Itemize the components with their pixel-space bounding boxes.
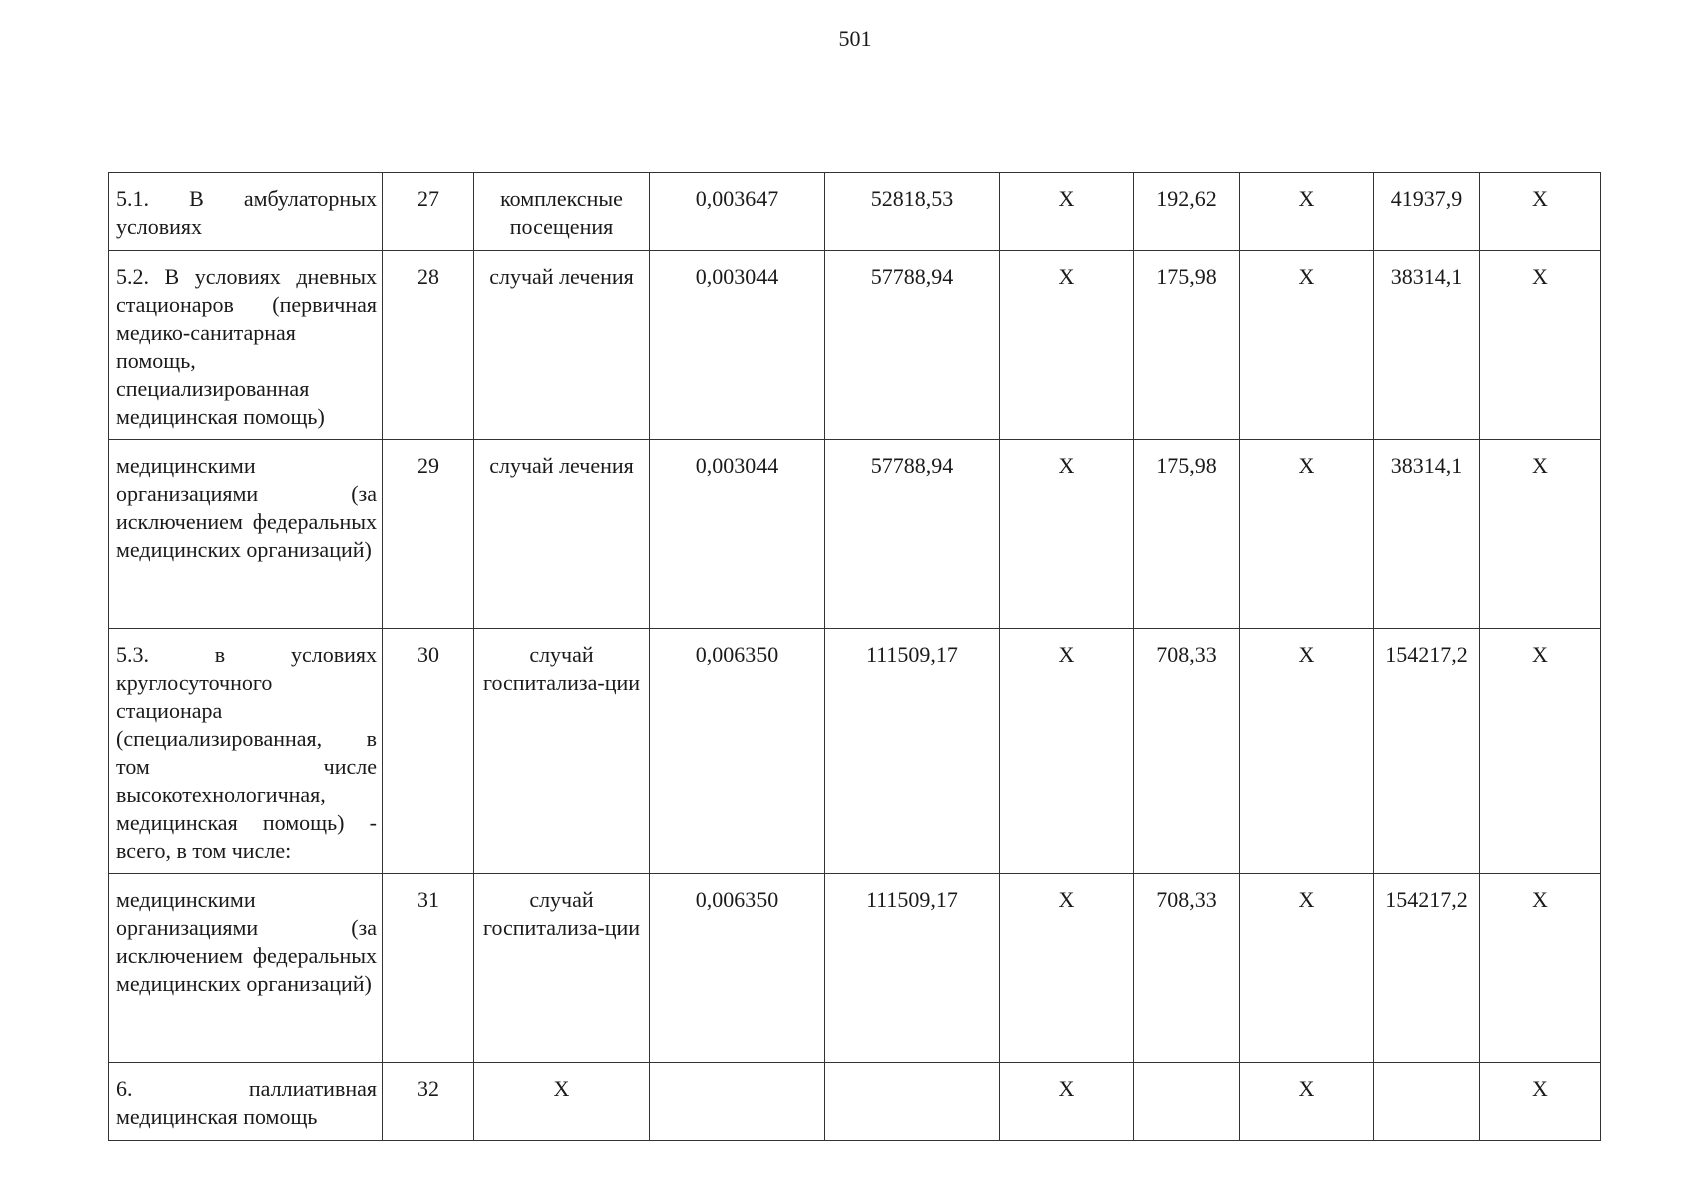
row-number: 28	[383, 251, 474, 440]
row-value-9: 38314,1	[1374, 251, 1480, 440]
row-value-6: X	[1000, 173, 1134, 251]
row-number: 30	[383, 629, 474, 874]
row-value-5: 52818,53	[825, 173, 1000, 251]
row-value-7: 708,33	[1134, 629, 1240, 874]
row-number: 27	[383, 173, 474, 251]
row-value-10: X	[1480, 629, 1601, 874]
row-value-10: X	[1480, 251, 1601, 440]
data-table	[108, 172, 1601, 1141]
table-row	[109, 1063, 1601, 1141]
table-row	[109, 173, 1601, 251]
row-name-cell	[109, 874, 383, 1063]
row-name-cell	[109, 1063, 383, 1141]
row-value-4: 0,003044	[650, 440, 825, 629]
row-value-9	[1374, 1063, 1480, 1141]
row-value-4	[650, 1063, 825, 1141]
row-value-8: X	[1240, 251, 1374, 440]
row-value-9: 154217,2	[1374, 874, 1480, 1063]
row-unit: случай госпитализа-ции	[474, 629, 650, 874]
row-number: 31	[383, 874, 474, 1063]
row-value-10: X	[1480, 874, 1601, 1063]
row-unit: случай госпитализа-ции	[474, 874, 650, 1063]
row-value-4: 0,003647	[650, 173, 825, 251]
row-value-6: X	[1000, 629, 1134, 874]
row-value-8: X	[1240, 1063, 1374, 1141]
row-value-8: X	[1240, 440, 1374, 629]
row-value-4: 0,006350	[650, 874, 825, 1063]
row-unit: X	[474, 1063, 650, 1141]
table-row	[109, 251, 1601, 440]
row-value-5: 57788,94	[825, 440, 1000, 629]
row-value-6: X	[1000, 1063, 1134, 1141]
row-value-10: X	[1480, 440, 1601, 629]
row-name: 5.1. В амбулаторных условиях	[116, 186, 377, 239]
row-value-7: 175,98	[1134, 440, 1240, 629]
row-name-cell	[109, 173, 383, 251]
row-value-8: X	[1240, 874, 1374, 1063]
row-value-10: X	[1480, 1063, 1601, 1141]
row-value-8: X	[1240, 629, 1374, 874]
row-value-6: X	[1000, 874, 1134, 1063]
row-value-4: 0,003044	[650, 251, 825, 440]
table-row	[109, 874, 1601, 1063]
table-row	[109, 440, 1601, 629]
row-name: 5.3. в условиях круглосуточного стационара (специализированная, в том числе высокотехнологичная, медицинская помощь) - всего, в том числе:	[116, 642, 377, 863]
row-value-5	[825, 1063, 1000, 1141]
row-value-5: 57788,94	[825, 251, 1000, 440]
row-unit: комплексные посещения	[474, 173, 650, 251]
row-name-cell	[109, 629, 383, 874]
row-value-7: 175,98	[1134, 251, 1240, 440]
row-unit: случай лечения	[474, 440, 650, 629]
row-value-6: X	[1000, 440, 1134, 629]
page-number: 501	[838, 26, 872, 51]
row-value-9: 154217,2	[1374, 629, 1480, 874]
row-value-7: 192,62	[1134, 173, 1240, 251]
row-name-cell	[109, 251, 383, 440]
row-number: 32	[383, 1063, 474, 1141]
row-name: 5.2. В условиях дневных стационаров (первичная медико-санитарная помощь, специализированная медицинская помощь)	[116, 264, 377, 429]
row-value-6: X	[1000, 251, 1134, 440]
row-value-7	[1134, 1063, 1240, 1141]
row-name: медицинскими организациями (за исключением федеральных медицинских организаций)	[116, 453, 377, 562]
row-number: 29	[383, 440, 474, 629]
row-name: 6. паллиативная медицинская помощь	[116, 1076, 377, 1129]
row-value-5: 111509,17	[825, 629, 1000, 874]
row-value-4: 0,006350	[650, 629, 825, 874]
row-unit: случай лечения	[474, 251, 650, 440]
row-name: медицинскими организациями (за исключением федеральных медицинских организаций)	[116, 887, 377, 996]
row-name-cell	[109, 440, 383, 629]
row-value-7: 708,33	[1134, 874, 1240, 1063]
row-value-8: X	[1240, 173, 1374, 251]
row-value-5: 111509,17	[825, 874, 1000, 1063]
row-value-10: X	[1480, 173, 1601, 251]
row-value-9: 38314,1	[1374, 440, 1480, 629]
row-value-9: 41937,9	[1374, 173, 1480, 251]
table-row	[109, 629, 1601, 874]
